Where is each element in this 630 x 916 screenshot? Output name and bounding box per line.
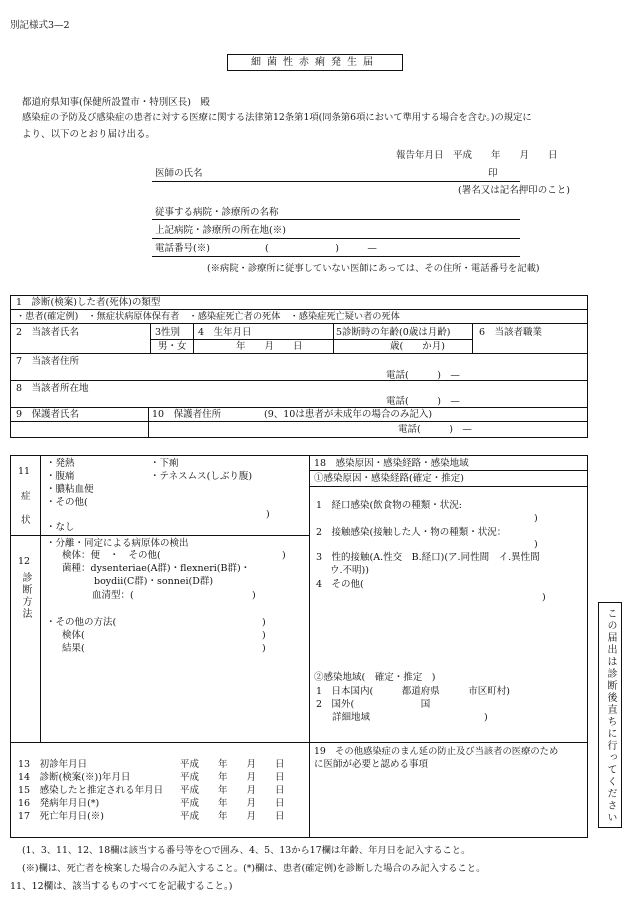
sec19-line-1: 19 その他感染症のまん延の防止及び当該者の医療のため: [314, 746, 559, 757]
guardian-phone: 電話( ) —: [398, 424, 472, 435]
symptom-abdominal-pain[interactable]: ・腹痛: [46, 471, 75, 482]
oral-infection-close: ): [534, 513, 538, 524]
first-visit-date-label: 13 初診年月日: [18, 759, 88, 770]
species-line-2[interactable]: boydii(C群)・sonnei(D群): [94, 576, 214, 587]
doctor-name-underline: [152, 181, 520, 182]
sex-label: 3性別: [155, 327, 181, 338]
patient-name-label: 2 当該者氏名: [16, 327, 80, 338]
sexual-contact-2[interactable]: ウ.不明)): [330, 565, 369, 576]
intro-line-2: より、以下のとおり届け出る。: [22, 129, 156, 140]
form-number: 別記様式3—2: [10, 20, 70, 31]
area-detail-close: ): [484, 712, 488, 723]
sec12-side: 診断方法: [20, 572, 31, 620]
infection-date-value[interactable]: 平成 年 月 日: [180, 785, 285, 796]
addressee: 都道府県知事(保健所設置市・特別区長) 殿: [22, 97, 210, 108]
diagnosis-date-value[interactable]: 平成 年 月 日: [180, 772, 285, 783]
other-specimen[interactable]: 検体(: [62, 630, 85, 641]
footnote-3: 11、12欄は、該当するものすべてを記載すること。): [10, 881, 233, 892]
intro-line-1: 感染症の予防及び感染症の患者に対する医療に関する法律第12条第1項(同条第6項において準用する場合を含む。)の規定に: [22, 112, 532, 123]
age-value[interactable]: 歳( か月): [390, 341, 445, 352]
phone-label: 電話番号(※): [155, 243, 210, 254]
infection-date-label: 15 感染したと推定される年月日: [18, 785, 164, 796]
death-date-label: 17 死亡年月日(※): [18, 811, 105, 822]
sec19-line-2: に医師が必要と認める事項: [314, 759, 429, 770]
birthdate-label: 4 生年月日: [198, 327, 252, 338]
symptom-fever[interactable]: ・発熱: [46, 458, 75, 469]
other-specimen-close: ): [262, 630, 266, 641]
patient-address-label: 7 当該者住所: [16, 356, 80, 367]
patient-location-label: 8 当該者所在地: [16, 383, 89, 394]
form-title: 細菌性赤痢発生届: [227, 54, 403, 71]
sec12-number: 12: [18, 556, 31, 567]
specimen-close: ): [282, 550, 286, 561]
onset-date-value[interactable]: 平成 年 月 日: [180, 798, 285, 809]
area-abroad[interactable]: 2 国外( 国: [316, 699, 431, 710]
guardian-address-label: 10 保護者住所: [152, 409, 222, 420]
hospital-underline: [152, 219, 520, 220]
symptom-none[interactable]: ・なし: [46, 522, 75, 533]
contact-infection-close: ): [534, 539, 538, 550]
seal-mark: 印: [488, 168, 498, 179]
symptom-other[interactable]: ・その他(: [46, 497, 88, 508]
sign-note: (署名又は記名押印のこと): [458, 185, 570, 196]
hospital-label: 従事する病院・診療所の名称: [155, 207, 279, 218]
age-label: 5診断時の年齢(0歳は月齢): [336, 327, 451, 338]
other-route-close: ): [542, 592, 546, 603]
guardian-note: (9、10は患者が未成年の場合のみ記入): [264, 409, 433, 420]
species-line[interactable]: 菌種：dysenteriae(A群)・flexneri(B群)・: [62, 563, 251, 574]
symptom-tenesmus[interactable]: ・テネスムス(しぶり腹): [150, 471, 253, 482]
death-date-value[interactable]: 平成 年 月 日: [180, 811, 285, 822]
sex-value[interactable]: 男・女: [158, 341, 187, 352]
phone-underline: [152, 256, 520, 257]
symptom-diarrhea[interactable]: ・下痢: [150, 458, 179, 469]
onset-date-label: 16 発病年月日(*): [18, 798, 100, 809]
other-method-close: ): [262, 617, 266, 628]
patient-location-phone: 電話( ) —: [386, 396, 460, 407]
first-visit-date-value[interactable]: 平成 年 月 日: [180, 759, 285, 770]
serotype-line[interactable]: 血清型：(: [92, 590, 134, 601]
symptom-other-close: ): [266, 509, 270, 520]
hospital-note: (※病院・診療所に従事していない医師にあっては、その住所・電話番号を記載): [207, 263, 540, 274]
sec1-title: 1 診断(検案)した者(死体)の類型: [16, 297, 161, 308]
other-result-close: ): [262, 643, 266, 654]
sec18-title: 18 感染原因・感染経路・感染地域: [314, 458, 469, 469]
specimen-line[interactable]: 検体：便 ・ その他(: [62, 550, 161, 561]
oral-infection[interactable]: 1 経口感染(飲食物の種類・状況:: [316, 500, 462, 511]
sec11-side-1: 症: [21, 491, 31, 502]
other-result[interactable]: 結果(: [62, 643, 85, 654]
sec1-options: ・患者(確定例) ・無症状病原体保有者 ・感染症死亡者の死体 ・感染症死亡疑い者の死体: [16, 311, 400, 322]
other-method[interactable]: ・その他の方法(: [46, 617, 117, 628]
hospital-address-label: 上記病院・診療所の所在地(※): [155, 225, 286, 236]
patient-address-phone: 電話( ) —: [386, 370, 460, 381]
serotype-close: ): [252, 590, 256, 601]
area-detail[interactable]: 詳細地域: [332, 712, 371, 723]
infection-area-heading[interactable]: ②感染地域( 確定・推定 ): [314, 672, 436, 683]
other-route[interactable]: 4 その他(: [316, 579, 364, 590]
sec11-side-2: 状: [21, 515, 31, 526]
area-domestic[interactable]: 1 日本国内( 都道府県 市区町村): [316, 686, 510, 697]
footnote-2: (※)欄は、死亡者を検案した場合のみ記入すること。(*)欄は、患者(確定例)を診断した場合のみ記入すること。: [22, 863, 486, 874]
report-date: 報告年月日 平成 年 月 日: [396, 150, 558, 161]
symptom-mucous-bloody-stool[interactable]: ・膿粘血便: [46, 484, 94, 495]
guardian-name-label: 9 保護者氏名: [16, 409, 80, 420]
side-note: この届出は診断後直ちに行ってください: [605, 608, 616, 824]
doctor-name-label: 医師の氏名: [155, 168, 203, 179]
diagnosis-date-label: 14 診断(検案(※))年月日: [18, 772, 131, 783]
phone-format: ( ) —: [265, 243, 377, 254]
birthdate-value[interactable]: 年 月 日: [236, 341, 303, 352]
sec11-number: 11: [18, 466, 31, 477]
footnote-1: (1、3、11、12、18欄は該当する番号等を○で囲み、4、5、13から17欄は年齢、年月日を記入すること。: [22, 845, 471, 856]
isolation-method[interactable]: ・分離・同定による病原体の検出: [46, 538, 189, 549]
contact-infection[interactable]: 2 接触感染(接触した人・物の種類・状況：: [316, 527, 507, 538]
hospital-address-underline: [152, 238, 520, 239]
occupation-label: 6 当該者職業: [479, 327, 543, 338]
infection-cause-heading[interactable]: ①感染原因・感染経路(確定・推定): [314, 473, 464, 484]
sexual-contact[interactable]: 3 性的接触(A.性交 B.経口)(ア.同性間 イ.異性間: [316, 552, 540, 563]
